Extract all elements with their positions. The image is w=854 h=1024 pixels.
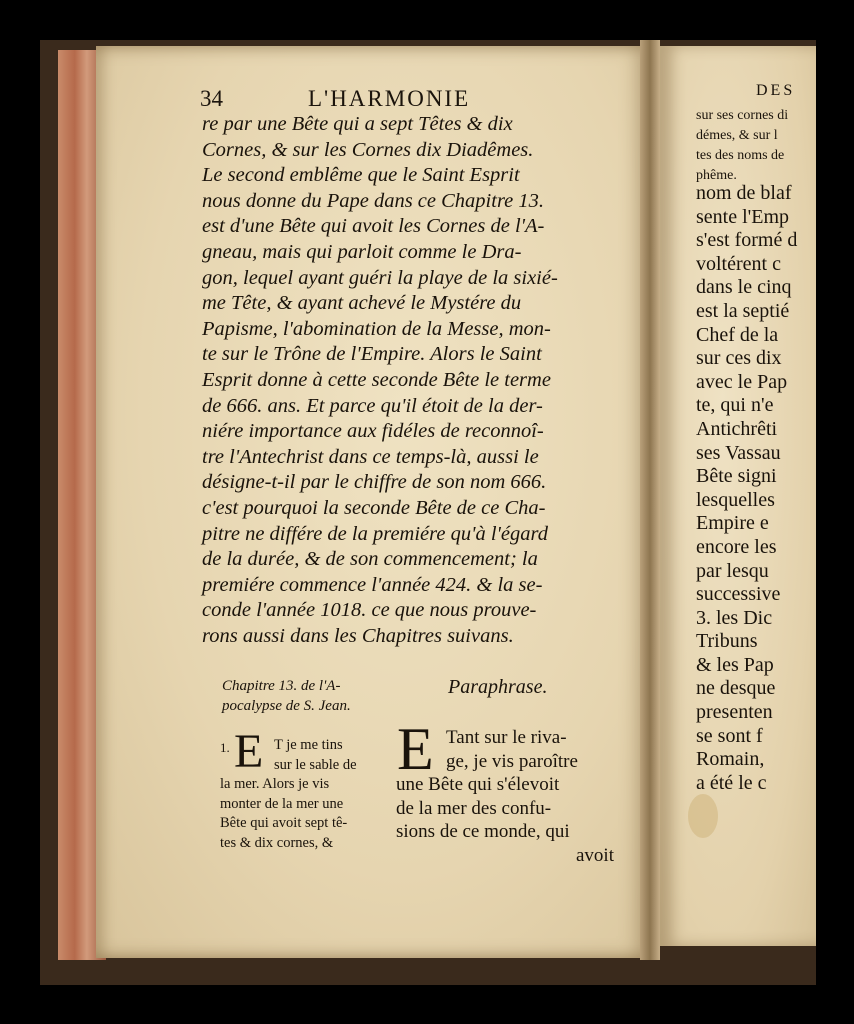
text-line: une Bête qui s'élevoit [396,774,560,795]
text-line: avec le Pap [696,370,788,393]
text-line: te sur le Trône de l'Empire. Alors le Saint [202,343,542,366]
heading-line: Chapitre 13. de l'A- [222,678,341,694]
text-line: sur ses cornes di [696,108,789,123]
text-line: se sont f [696,724,763,747]
text-line: Empire e [696,512,769,535]
text-line: démes, & sur l [696,128,778,143]
text-line: me Tête, & ayant achevé le Mystére du [202,292,522,315]
text-line: niére importance aux fidéles de reconnoî- [202,420,544,443]
text-line: Antichrêti [696,417,778,440]
page-stain [688,794,718,838]
page-number: 34 [200,86,223,111]
text-line: est la septié [696,299,790,322]
right-running-title: DES [756,82,796,99]
text-line: monter de la mer une [220,795,344,812]
text-line: ge, je vis paroître [446,750,578,772]
text-line: dans le cinq [696,276,792,299]
text-line: ses Vassau [696,441,781,464]
heading-line: pocalypse de S. Jean. [222,698,351,714]
text-line: Cornes, & sur les Cornes dix Diadêmes. [202,138,534,161]
text-line: tes & dix cornes, & [220,834,334,851]
text-line: ne desque [696,677,776,700]
commentary-text [202,112,622,649]
text-line: la mer. Alors je vis [220,776,330,792]
text-line: te, qui n'e [696,394,774,417]
text-line: T je me tins [274,737,343,753]
text-line: nom de blaf [696,182,792,204]
scripture-text [220,736,390,853]
paraphrase-drop-cap: E [397,716,434,782]
text-line: de 666. ans. Et parce qu'il étoit de la der- [202,394,543,417]
text-line: nous donne du Pape dans ce Chapitre 13. [202,189,545,212]
text-line: sente l'Emp [696,205,790,228]
text-line: par lesqu [696,559,769,582]
text-line: & les Pap [696,653,774,676]
right-scripture-text [696,106,788,186]
text-line: encore les [696,535,777,558]
text-line: de la durée, & de son commencement; la [202,548,538,571]
book-gutter [640,40,660,960]
text-line: est d'une Bête qui avoit les Cornes de l'A- [202,215,545,238]
text-line: Chef de la [696,323,779,346]
paraphrase-column-heading: Paraphrase. [448,676,548,698]
paraphrase-text [396,726,616,867]
text-line: Papisme, l'abomination de la Messe, mon- [202,317,551,340]
text-line: de la mer des confu- [396,797,552,819]
text-line: c'est pourquoi la seconde Bête de ce Cha- [202,496,546,519]
text-line: avoit [576,844,614,866]
text-line: Tant sur le riva- [446,727,567,748]
text-line: 3. les Dic [696,606,773,629]
text-line: Romain, [696,748,765,771]
text-line: successive [696,583,781,606]
text-line: Tribuns [696,630,758,653]
running-title: L'HARMONIE [308,86,471,111]
text-line: voltérent c [696,252,781,275]
right-paraphrase-text [696,182,797,795]
text-line: Bête qui avoit sept tê- [220,815,348,831]
text-line: Esprit donne à cette seconde Bête le terme [202,368,551,391]
scripture-drop-cap: E [234,725,264,778]
verse-number: 1. [220,740,230,755]
text-line: gon, lequel ayant guéri la playe de la sixié- [202,266,558,289]
text-line: sur ces dix [696,347,782,370]
text-line: Le second emblême que le Saint Esprit [202,164,520,187]
text-line: gneau, mais qui parloit comme le Dra- [202,240,522,263]
text-line: premiére commence l'année 424. & la se- [202,573,543,596]
text-line: a été le c [696,771,767,794]
text-line: s'est formé d [696,229,798,252]
text-line: re par une Bête qui a sept Têtes & dix [202,113,513,135]
text-line: lesquelles [696,488,775,511]
text-line: Bête signi [696,465,777,488]
text-line: rons aussi dans les Chapitres suivans. [202,624,514,647]
text-line: tre l'Antechrist dans ce temps-là, aussi le [202,445,539,468]
text-line: sur le sable de [274,756,357,773]
scripture-column-heading [222,676,351,716]
text-line: presenten [696,701,773,724]
text-line: phême. [696,168,737,183]
text-line: tes des noms de [696,148,785,163]
text-line: désigne-t-il par le chiffre de son nom 666. [202,471,547,494]
text-line: pitre ne différe de la premiére qu'à l'égard [202,522,548,545]
text-line: sions de ce monde, qui [396,821,570,842]
text-line: conde l'année 1018. ce que nous prouve- [202,599,537,622]
